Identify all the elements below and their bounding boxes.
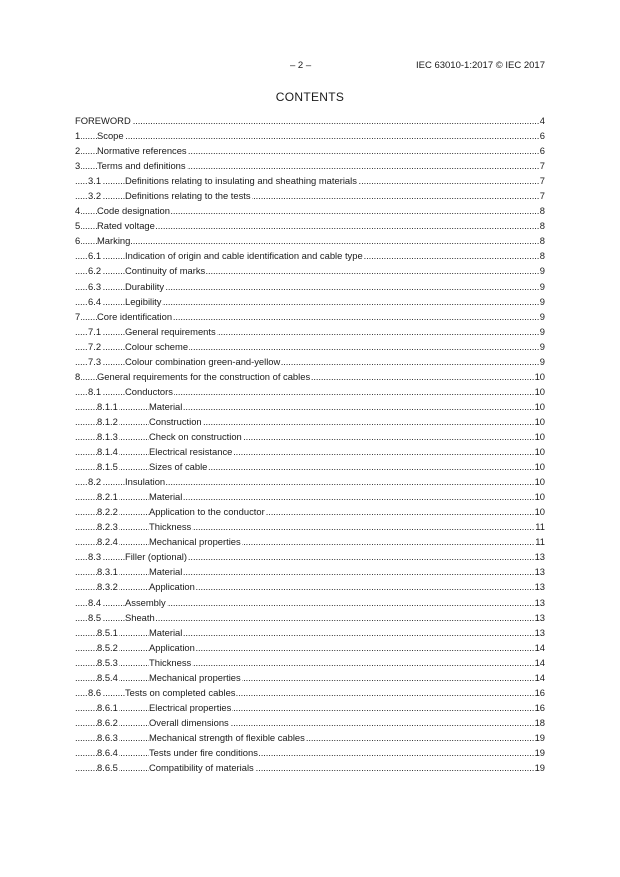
toc-entry-title[interactable]: Tests on completed cables: [125, 685, 236, 700]
toc-entry-title[interactable]: Core identification: [97, 309, 173, 324]
toc-page-number: 10: [534, 459, 545, 474]
toc-page-number: 10: [534, 384, 545, 399]
toc-row[interactable]: [75, 158, 545, 173]
toc-entry-title[interactable]: Electrical resistance: [149, 444, 233, 459]
toc-row[interactable]: [75, 309, 545, 324]
toc-row[interactable]: [75, 700, 545, 715]
toc-row[interactable]: [75, 685, 545, 700]
toc-section-number: 4: [75, 203, 81, 218]
toc-entry-title[interactable]: Thickness: [149, 519, 192, 534]
page-header: [0, 60, 620, 74]
toc-entry-title[interactable]: Material: [149, 399, 183, 414]
toc-row[interactable]: [75, 369, 545, 384]
toc-row[interactable]: [75, 534, 545, 549]
toc-page-number: 10: [534, 504, 545, 519]
toc-entry-title[interactable]: Sheath: [125, 610, 156, 625]
toc-page-number: 13: [534, 549, 545, 564]
toc-page-number: 6: [539, 128, 545, 143]
toc-page-number: 19: [534, 730, 545, 745]
toc-entry-title[interactable]: Application: [149, 579, 196, 594]
toc-row[interactable]: [75, 579, 545, 594]
toc-entry-title[interactable]: Check on construction: [149, 429, 243, 444]
toc-entry-title[interactable]: Colour scheme: [125, 339, 189, 354]
toc-row[interactable]: [75, 429, 545, 444]
toc-page-number: 11: [534, 534, 545, 549]
toc-row[interactable]: [75, 715, 545, 730]
toc-entry-title[interactable]: FOREWORD: [75, 113, 132, 128]
toc-section-number: 3: [75, 158, 81, 173]
toc-entry-title[interactable]: Definitions relating to insulating and sheathing materials: [125, 173, 358, 188]
toc-page-number: 16: [534, 700, 545, 715]
toc-section-number: 7.2: [88, 339, 102, 354]
toc-entry-title[interactable]: General requirements: [125, 324, 217, 339]
toc-page-number: 13: [534, 625, 545, 640]
toc-row[interactable]: [75, 354, 545, 369]
toc-section-number: 8.5: [88, 610, 102, 625]
toc-page-number: 11: [534, 519, 545, 534]
toc-page-number: 13: [534, 610, 545, 625]
toc-page-number: 18: [534, 715, 545, 730]
toc-section-number: 8.6.5: [97, 760, 119, 775]
toc-row[interactable]: [75, 384, 545, 399]
toc-entry-title[interactable]: Continuity of marks: [125, 263, 206, 278]
toc-page-number: 10: [534, 489, 545, 504]
toc-entry-title[interactable]: Definitions relating to the tests: [125, 188, 252, 203]
toc-section-number: 8.2: [88, 474, 102, 489]
toc-section-number: 8.1.5: [97, 459, 119, 474]
toc-section-number: 3.1: [88, 173, 102, 188]
toc-entry-title[interactable]: Mechanical strength of flexible cables: [149, 730, 306, 745]
toc-section-number: 8.6.2: [97, 715, 119, 730]
toc-row[interactable]: [75, 730, 545, 745]
toc-section-number: 8.1.3: [97, 429, 119, 444]
toc-entry-title[interactable]: Terms and definitions: [97, 158, 187, 173]
toc-page-number: 10: [534, 414, 545, 429]
toc-entry-title[interactable]: Filler (optional): [125, 549, 188, 564]
toc-entry-title[interactable]: Tests under fire conditions: [149, 745, 259, 760]
toc-entry-title[interactable]: Application: [149, 640, 196, 655]
toc-row[interactable]: [75, 399, 545, 414]
toc-section-number: 8.6: [88, 685, 102, 700]
toc-row[interactable]: [75, 113, 545, 128]
toc-page-number: 9: [539, 263, 545, 278]
toc-row[interactable]: [75, 128, 545, 143]
toc-entry-title[interactable]: Sizes of cable: [149, 459, 208, 474]
toc-row[interactable]: [75, 263, 545, 278]
toc-row[interactable]: [75, 444, 545, 459]
contents-title: CONTENTS: [275, 90, 345, 104]
toc-entry-title[interactable]: Material: [149, 564, 183, 579]
toc-section-number: 7.1: [88, 324, 102, 339]
toc-section-number: 8.2.4: [97, 534, 119, 549]
toc-row[interactable]: [75, 143, 545, 158]
toc-page-number: 10: [534, 429, 545, 444]
toc-section-number: 8.2.1: [97, 489, 119, 504]
toc-entry-title[interactable]: Marking: [97, 233, 131, 248]
toc-page-number: 8: [539, 248, 545, 263]
toc-section-number: 7: [75, 309, 81, 324]
toc-entry-title[interactable]: Colour combination green-and-yellow: [125, 354, 281, 369]
toc-page-number: 8: [539, 203, 545, 218]
toc-section-number: 8.6.1: [97, 700, 119, 715]
toc-section-number: 8.1.2: [97, 414, 119, 429]
toc-section-number: 3.2: [88, 188, 102, 203]
toc-row[interactable]: [75, 233, 545, 248]
toc-entry-title[interactable]: Scope: [97, 128, 125, 143]
toc-section-number: 1: [75, 128, 81, 143]
toc-page-number: 10: [534, 474, 545, 489]
toc-entry-title[interactable]: Material: [149, 489, 183, 504]
toc-entry-title[interactable]: Conductors: [125, 384, 174, 399]
toc-section-number: 2: [75, 143, 81, 158]
toc-page-number: 10: [534, 369, 545, 384]
toc-row[interactable]: [75, 610, 545, 625]
toc-page-number: 10: [534, 444, 545, 459]
toc-section-number: 8.6.3: [97, 730, 119, 745]
toc-section-number: 8.2.3: [97, 519, 119, 534]
toc-page-number: 10: [534, 399, 545, 414]
toc-page-number: 9: [539, 354, 545, 369]
toc-row[interactable]: [75, 173, 545, 188]
toc-entry-title[interactable]: Code designation: [97, 203, 171, 218]
toc-page-number: 7: [539, 188, 545, 203]
toc-row[interactable]: [75, 294, 545, 309]
toc-section-number: 8.1: [88, 384, 102, 399]
toc-row[interactable]: [75, 248, 545, 263]
toc-entry-title[interactable]: Insulation: [125, 474, 166, 489]
toc-page-number: 9: [539, 279, 545, 294]
toc-row[interactable]: [75, 564, 545, 579]
toc-section-number: 8.1.4: [97, 444, 119, 459]
toc-section-number: 8.5.2: [97, 640, 119, 655]
toc-entry-title[interactable]: Electrical properties: [149, 700, 232, 715]
toc-page-number: 14: [534, 670, 545, 685]
toc-entry-title[interactable]: Material: [149, 625, 183, 640]
toc-section-number: 6.3: [88, 279, 102, 294]
toc-section-number: 6.2: [88, 263, 102, 278]
toc-page-number: 7: [539, 173, 545, 188]
toc-entry-title[interactable]: Durability: [125, 279, 165, 294]
toc-page-number: 9: [539, 339, 545, 354]
toc-page-number: 19: [534, 745, 545, 760]
toc-section-number: 8.3: [88, 549, 102, 564]
toc-section-number: 8.6.4: [97, 745, 119, 760]
toc-page-number: 6: [539, 143, 545, 158]
toc-page-number: 13: [534, 579, 545, 594]
toc-page-number: 13: [534, 564, 545, 579]
toc-row[interactable]: [75, 459, 545, 474]
toc-row[interactable]: [75, 203, 545, 218]
toc-section-number: 8.3.2: [97, 579, 119, 594]
toc-row[interactable]: [75, 760, 545, 775]
toc-section-number: 5: [75, 218, 81, 233]
toc-entry-title[interactable]: Mechanical properties: [149, 534, 242, 549]
toc-page-number: 14: [534, 655, 545, 670]
toc-row[interactable]: [75, 474, 545, 489]
toc-section-number: 8.5.3: [97, 655, 119, 670]
toc-page-number: 9: [539, 309, 545, 324]
toc-page-number: 14: [534, 640, 545, 655]
toc-section-number: 8.1.1: [97, 399, 119, 414]
toc-section-number: 8.3.1: [97, 564, 119, 579]
toc-page-number: 7: [539, 158, 545, 173]
toc-section-number: 8.4: [88, 595, 102, 610]
toc-page-number: 19: [534, 760, 545, 775]
toc-page-number: 9: [539, 324, 545, 339]
toc-page-number: 8: [539, 233, 545, 248]
toc-row[interactable]: [75, 670, 545, 685]
toc-section-number: 8.5.1: [97, 625, 119, 640]
document-reference: IEC 63010-1:2017 © IEC 2017: [415, 60, 545, 71]
toc-section-number: 8.5.4: [97, 670, 119, 685]
toc-row[interactable]: [75, 324, 545, 339]
toc-entry-title[interactable]: Construction: [149, 414, 203, 429]
toc-row[interactable]: [75, 745, 545, 760]
toc-entry-title[interactable]: Indication of origin and cable identification and cable type: [125, 248, 364, 263]
toc-section-number: 8.2.2: [97, 504, 119, 519]
toc-row[interactable]: [75, 504, 545, 519]
toc-section-number: 7.3: [88, 354, 102, 369]
toc-page-number: 16: [534, 685, 545, 700]
toc-row[interactable]: [75, 625, 545, 640]
toc-entry-title[interactable]: Mechanical properties: [149, 670, 242, 685]
toc-page-number: 13: [534, 595, 545, 610]
toc-page-number: 8: [539, 218, 545, 233]
toc-entry-title[interactable]: General requirements for the construction of cables: [97, 369, 311, 384]
toc-row[interactable]: [75, 279, 545, 294]
toc-entry-title[interactable]: Thickness: [149, 655, 192, 670]
table-of-contents: [75, 113, 545, 775]
toc-section-number: 8: [75, 369, 81, 384]
toc-entry-title[interactable]: Overall dimensions: [149, 715, 230, 730]
toc-entry-title[interactable]: Compatibility of materials: [149, 760, 255, 775]
toc-section-number: 6.1: [88, 248, 102, 263]
toc-page-number: 4: [539, 113, 545, 128]
toc-row[interactable]: [75, 549, 545, 564]
toc-entry-title[interactable]: Application to the conductor: [149, 504, 266, 519]
toc-row[interactable]: [75, 414, 545, 429]
toc-entry-title[interactable]: Assembly: [125, 595, 167, 610]
toc-row[interactable]: [75, 218, 545, 233]
toc-row[interactable]: [75, 640, 545, 655]
toc-section-number: 6.4: [88, 294, 102, 309]
page-number: – 2 –: [290, 60, 312, 71]
toc-row[interactable]: [75, 339, 545, 354]
toc-row[interactable]: [75, 655, 545, 670]
toc-entry-title[interactable]: Normative references: [97, 143, 188, 158]
toc-row[interactable]: [75, 188, 545, 203]
toc-page-number: 9: [539, 294, 545, 309]
toc-row[interactable]: [75, 519, 545, 534]
toc-row[interactable]: [75, 595, 545, 610]
toc-row[interactable]: [75, 489, 545, 504]
toc-entry-title[interactable]: Rated voltage: [97, 218, 156, 233]
toc-entry-title[interactable]: Legibility: [125, 294, 162, 309]
toc-section-number: 6: [75, 233, 81, 248]
